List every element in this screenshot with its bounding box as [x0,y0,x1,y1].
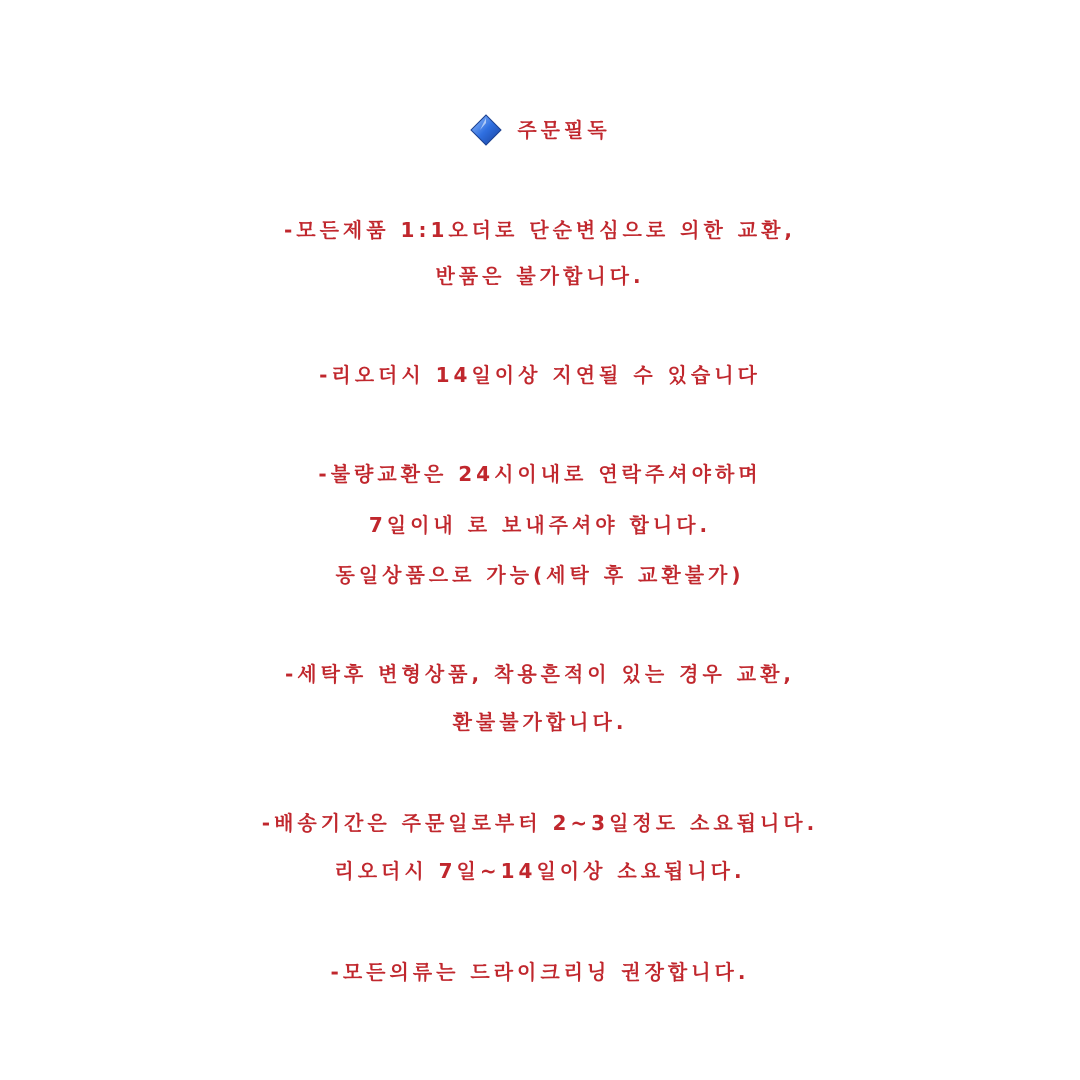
notice-line-defect-exchange-note: 동일상품으로 가능(세탁 후 교환불가) [335,563,745,587]
notice-line-defect-exchange-cont: 7일이내 로 보내주셔야 합니다. [368,513,712,537]
blue-diamond-icon [469,113,503,147]
notice-line-washed-items: -세탁후 변형상품, 착용흔적이 있는 경우 교환, [284,662,796,686]
notice-line-dry-cleaning: -모든의류는 드라이크리닝 권장합니다. [330,960,750,984]
notice-line-shipping-period: -배송기간은 주문일로부터 2~3일정도 소요됩니다. [261,811,819,835]
notice-line-reorder-delay: -리오더시 14일이상 지연될 수 있습니다 [319,363,761,387]
notice-title-row [0,108,1080,152]
notice-line-defect-exchange: -불량교환은 24시이내로 연락주셔야하며 [318,462,762,486]
notice-line-washed-items-cont: 환불불가합니다. [452,710,628,734]
notice-title: 주문필독 [517,118,611,142]
notice-line-shipping-period-cont: 리오더시 7일~14일이상 소요됩니다. [334,859,746,883]
notice-line-exchange-policy-cont: 반품은 불가합니다. [435,264,645,288]
notice-line-exchange-policy: -모든제품 1:1오더로 단순변심으로 의한 교환, [283,218,797,242]
